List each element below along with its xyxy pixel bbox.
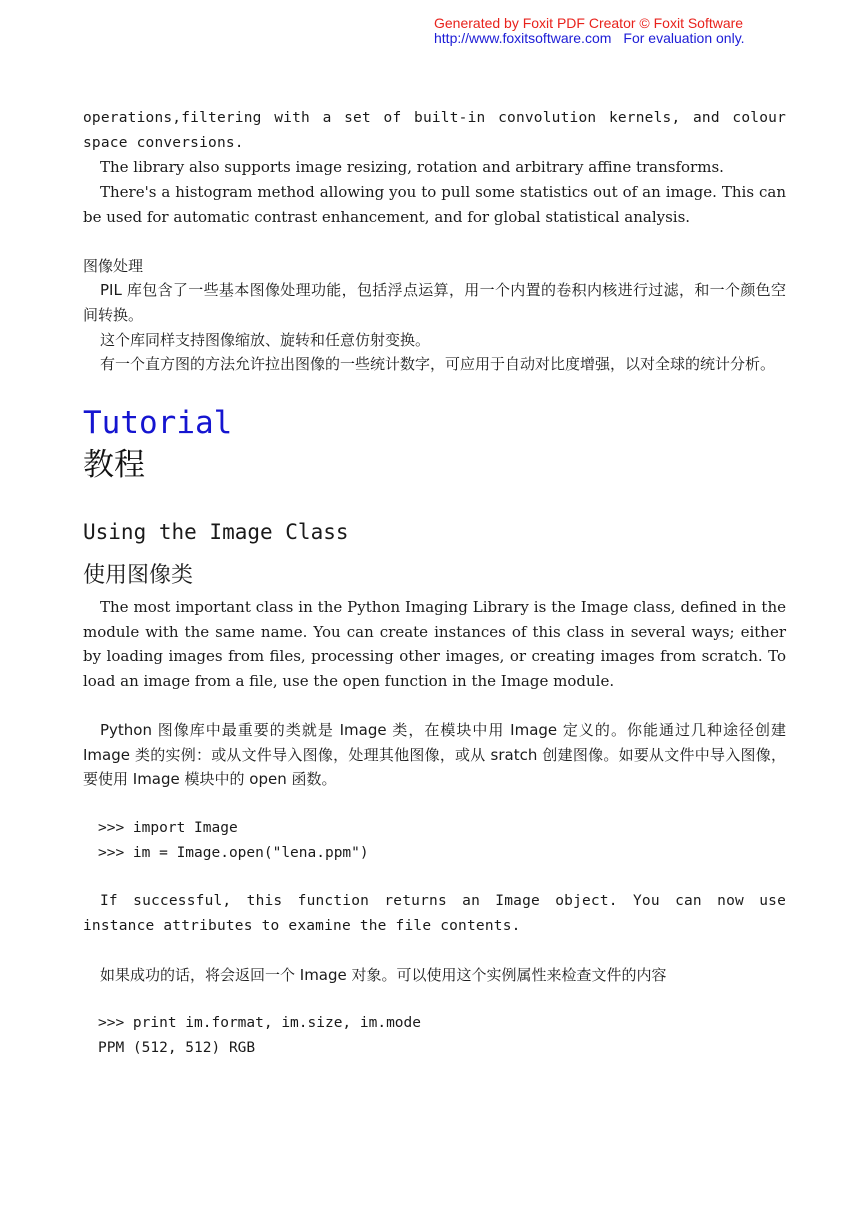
tutorial-zh-paragraph-2: 如果成功的话，将会返回一个 Image 对象。可以使用这个实例属性来检查文件的内容 — [100, 965, 667, 984]
intro-zh-heading: 图像处理 — [83, 256, 144, 275]
intro-en-paragraph-2: The library also supports image resizing, rotation and arbitrary affine transforms. — [100, 158, 724, 177]
tutorial-title-zh: 教程 — [83, 447, 145, 484]
section-title-zh: 使用图像类 — [83, 563, 194, 589]
section-title-en: Using the Image Class — [83, 520, 349, 545]
tutorial-zh-paragraph-1: Python 图像库中最重要的类就是 Image 类，在模块中用 Image 定义的。你能通过几种途径创建 Image 类的实例：或从文件导入图像，处理其他图像，或从 sratch 创建图像。如要从文件中导入图像，要使用 Image 模块中的 open 函数。 — [83, 720, 786, 789]
intro-en-paragraph-3: There's a histogram method allowing you to pull some statistics out of an image. This can be used for automatic contrast enhancement, and for global statistical analysis. — [83, 183, 786, 226]
watermark-url[interactable]: http://www.foxitsoftware.com — [434, 30, 612, 46]
code-line: >>> print im.format, im.size, im.mode — [98, 1015, 422, 1032]
intro-en-paragraph-1: operations,filtering with a set of built-in convolution kernels, and colour space conversions. — [83, 110, 786, 151]
intro-zh-paragraph-2: 这个库同样支持图像缩放、旋转和任意仿射变换。 — [100, 330, 431, 349]
code-output-line: PPM (512, 512) RGB — [98, 1040, 256, 1057]
intro-zh-paragraph-3: 有一个直方图的方法允许拉出图像的一些统计数字，可应用于自动对比度增强，以对全球的统计分析。 — [100, 355, 776, 374]
tutorial-title-en: Tutorial — [83, 405, 233, 442]
code-line: >>> im = Image.open("lena.ppm") — [98, 844, 369, 861]
watermark-generator-line: Generated by Foxit PDF Creator © Foxit Software — [434, 15, 744, 31]
tutorial-en-paragraph-2: If successful, this function returns an Image object. You can now use instance attributes to examine the file contents. — [83, 893, 786, 935]
foxit-watermark — [434, 16, 745, 46]
watermark-url-line — [434, 31, 745, 46]
document-page — [83, 106, 786, 1061]
tutorial-en-paragraph-1: The most important class in the Python Imaging Library is the Image class, defined in the module with the same name. You can create instances of this class in several ways; either by loading images from files, processing other images, or creating images from scratch. To load an image from a file, use the open function in the Image module. — [83, 598, 786, 691]
intro-zh-paragraph-1: PIL 库包含了一些基本图像处理功能，包括浮点运算，用一个内置的卷积内核进行过滤，和一个颜色空间转换。 — [83, 281, 786, 324]
watermark-note: For evaluation only. — [623, 30, 745, 46]
code-line: >>> import Image — [98, 819, 238, 836]
